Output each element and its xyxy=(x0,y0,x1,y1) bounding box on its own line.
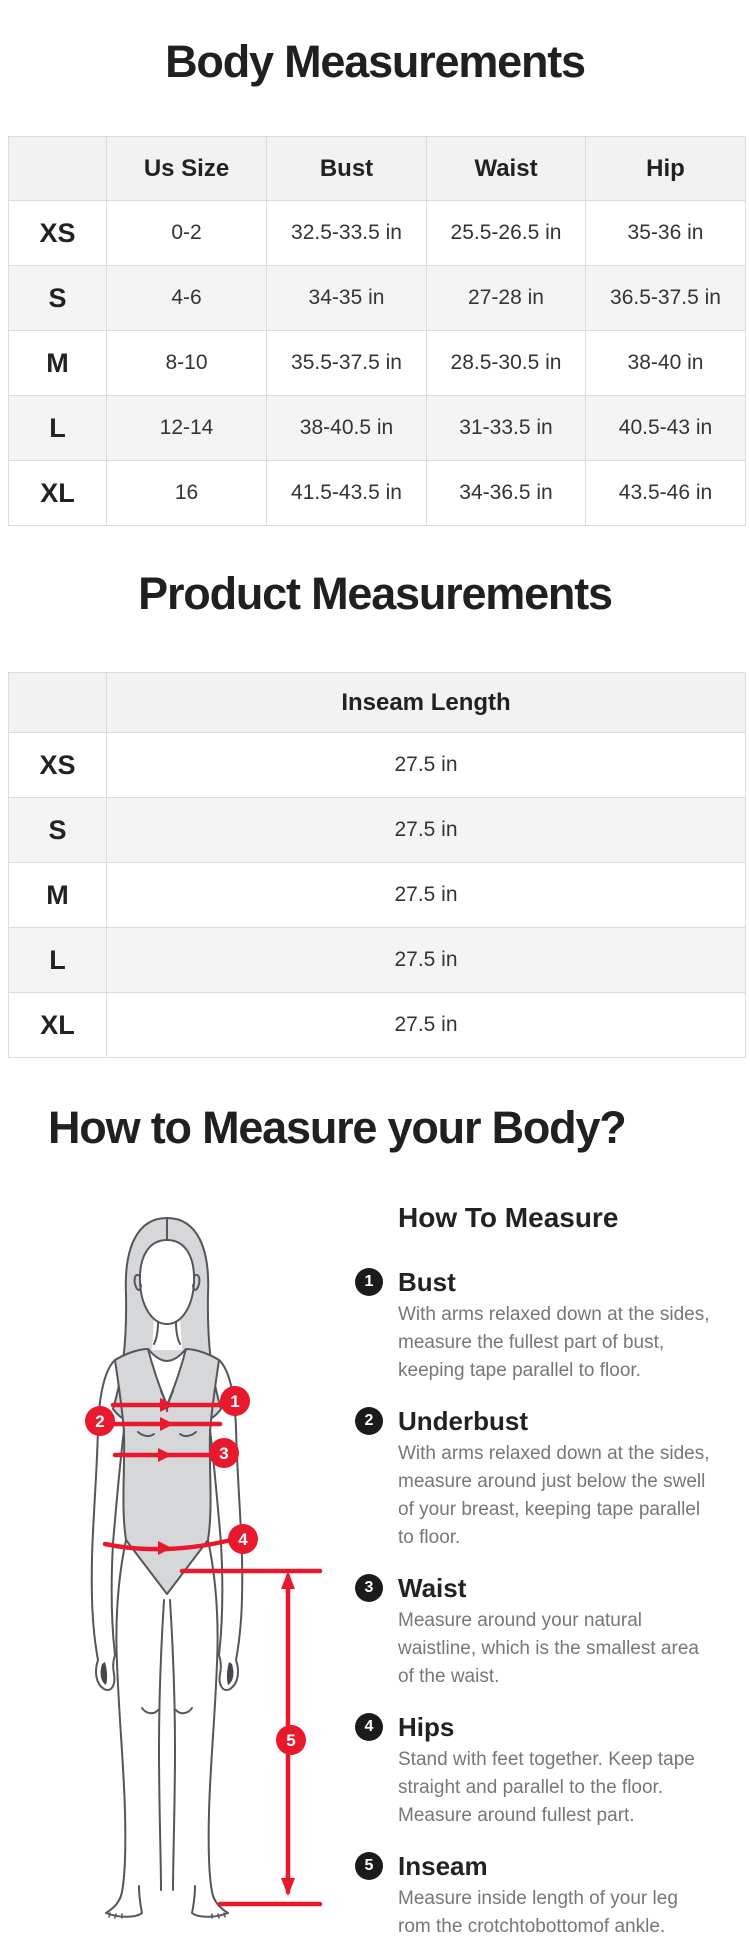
table-row xyxy=(9,733,746,798)
instruction-item-underbust xyxy=(355,1405,747,1552)
waist-cell: 34-36.5 in xyxy=(427,461,586,526)
step-number-badge: 2 xyxy=(355,1407,383,1435)
table-row xyxy=(9,863,746,928)
waist-cell: 27-28 in xyxy=(427,266,586,331)
table-header-row xyxy=(9,137,746,201)
instruction-list xyxy=(355,1266,747,1941)
header-inseam-length: Inseam Length xyxy=(107,673,746,733)
size-label: L xyxy=(9,928,107,993)
header-size xyxy=(9,673,107,733)
hip-cell: 35-36 in xyxy=(586,201,746,266)
header-us-size: Us Size xyxy=(107,137,267,201)
hip-cell: 43.5-46 in xyxy=(586,461,746,526)
size-label: XS xyxy=(9,733,107,798)
size-label: XL xyxy=(9,993,107,1058)
marker-bust xyxy=(220,1386,250,1416)
instruction-item-waist xyxy=(355,1572,747,1691)
step-number-badge: 3 xyxy=(355,1574,383,1602)
instruction-description: Stand with feet together. Keep tape straight and parallel to the floor. Measure around fullest part. xyxy=(398,1749,695,1826)
table-header-row xyxy=(9,673,746,733)
marker-hips xyxy=(228,1524,258,1554)
hip-cell: 36.5-37.5 in xyxy=(586,266,746,331)
step-number-badge: 5 xyxy=(355,1852,383,1880)
svg-text:3: 3 xyxy=(219,1444,229,1463)
body-figure-illustration xyxy=(78,1208,394,1920)
hip-cell: 40.5-43 in xyxy=(586,396,746,461)
step-number-badge: 1 xyxy=(355,1268,383,1296)
table-row xyxy=(9,396,746,461)
instruction-item-hips xyxy=(355,1711,747,1830)
svg-text:2: 2 xyxy=(95,1412,105,1431)
hip-cell: 38-40 in xyxy=(586,331,746,396)
us-size-cell: 12-14 xyxy=(107,396,267,461)
table-row xyxy=(9,928,746,993)
marker-inseam xyxy=(276,1725,306,1755)
instruction-description: Measure around your natural waistline, which is the smallest area of the waist. xyxy=(398,1610,699,1687)
inseam-cell: 27.5 in xyxy=(107,733,746,798)
waist-cell: 31-33.5 in xyxy=(427,396,586,461)
table-row xyxy=(9,461,746,526)
marker-underbust xyxy=(85,1406,115,1436)
instruction-title: Hips xyxy=(398,1712,455,1742)
instruction-title: Underbust xyxy=(398,1406,528,1436)
inseam-cell: 27.5 in xyxy=(107,928,746,993)
us-size-cell: 0-2 xyxy=(107,201,267,266)
table-row xyxy=(9,266,746,331)
size-label: L xyxy=(9,396,107,461)
product-measurements-title: Product Measurements xyxy=(138,568,612,619)
body-measurements-title: Body Measurements xyxy=(165,36,585,87)
size-label: XL xyxy=(9,461,107,526)
bust-cell: 32.5-33.5 in xyxy=(267,201,427,266)
header-size xyxy=(9,137,107,201)
body-measurement-diagram xyxy=(78,1208,394,1920)
bust-cell: 35.5-37.5 in xyxy=(267,331,427,396)
instruction-title: Inseam xyxy=(398,1851,488,1881)
table-row xyxy=(9,993,746,1058)
svg-text:1: 1 xyxy=(230,1392,240,1411)
product-measurements-table xyxy=(8,672,746,1058)
instruction-item-inseam xyxy=(355,1850,747,1941)
instruction-description: With arms relaxed down at the sides, measure around just below the swell of your breast, keeping tape parallel to floor. xyxy=(398,1443,710,1548)
header-hip: Hip xyxy=(586,137,746,201)
inseam-cell: 27.5 in xyxy=(107,798,746,863)
table-row xyxy=(9,798,746,863)
us-size-cell: 16 xyxy=(107,461,267,526)
bust-cell: 34-35 in xyxy=(267,266,427,331)
us-size-cell: 4-6 xyxy=(107,266,267,331)
bust-cell: 41.5-43.5 in xyxy=(267,461,427,526)
size-label: M xyxy=(9,863,107,928)
inseam-cell: 27.5 in xyxy=(107,993,746,1058)
marker-waist xyxy=(209,1438,239,1468)
size-label: S xyxy=(9,798,107,863)
how-to-measure-subtitle: How To Measure xyxy=(398,1202,619,1233)
how-to-measure-instructions xyxy=(355,1200,747,1941)
size-label: XS xyxy=(9,201,107,266)
instruction-item-bust xyxy=(355,1266,747,1385)
instruction-title: Bust xyxy=(398,1267,456,1297)
waist-cell: 25.5-26.5 in xyxy=(427,201,586,266)
step-number-badge: 4 xyxy=(355,1713,383,1741)
table-row xyxy=(9,331,746,396)
how-to-measure-title: How to Measure your Body? xyxy=(48,1102,626,1153)
instruction-description: Measure inside length of your leg rom the crotchtobottomof ankle. xyxy=(398,1888,678,1937)
size-label: M xyxy=(9,331,107,396)
waist-cell: 28.5-30.5 in xyxy=(427,331,586,396)
instruction-description: With arms relaxed down at the sides, measure the fullest part of bust, keeping tape parallel to floor. xyxy=(398,1304,710,1381)
inseam-cell: 27.5 in xyxy=(107,863,746,928)
us-size-cell: 8-10 xyxy=(107,331,267,396)
table-row xyxy=(9,201,746,266)
svg-text:5: 5 xyxy=(286,1731,296,1750)
instruction-title: Waist xyxy=(398,1573,467,1603)
header-waist: Waist xyxy=(427,137,586,201)
svg-text:4: 4 xyxy=(238,1530,248,1549)
header-bust: Bust xyxy=(267,137,427,201)
body-measurements-table xyxy=(8,136,746,526)
bust-cell: 38-40.5 in xyxy=(267,396,427,461)
size-label: S xyxy=(9,266,107,331)
